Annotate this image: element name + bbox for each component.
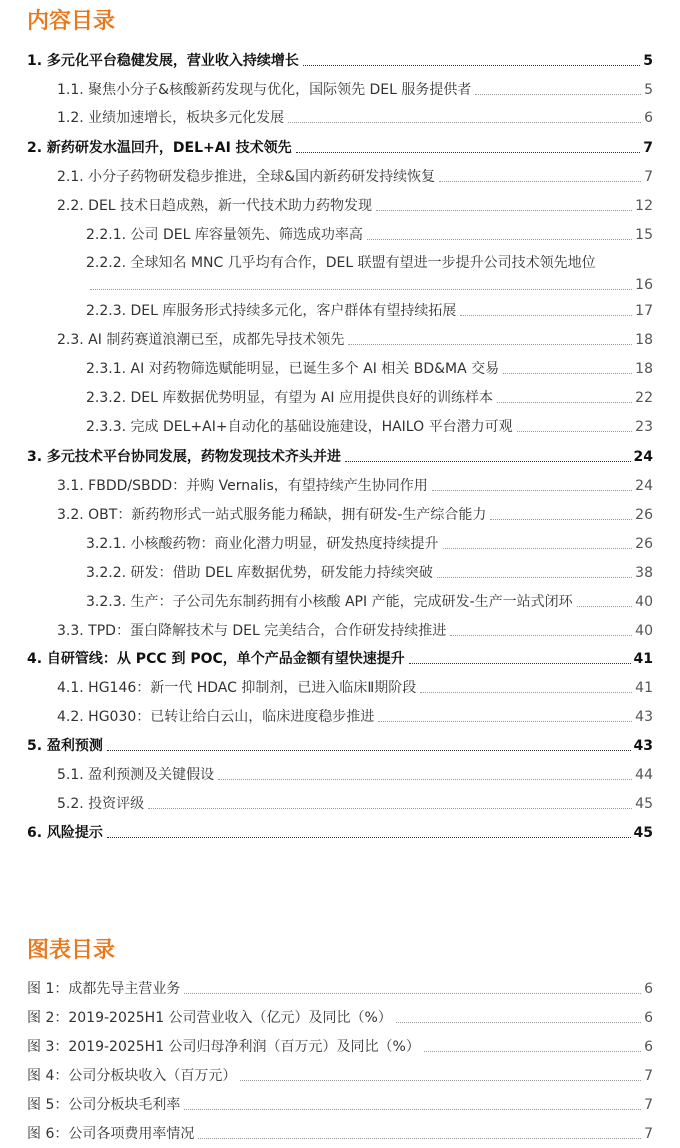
figure-entry[interactable]: [0, 1009, 680, 1027]
toc-entry-page: 22: [635, 390, 653, 406]
toc-entry[interactable]: [0, 622, 680, 640]
toc-entry[interactable]: [0, 506, 680, 524]
figures-title: 图表目录: [27, 938, 116, 963]
dot-leader: [409, 663, 631, 664]
toc-entry-page: 44: [635, 767, 653, 783]
toc-entry-label: 1. 多元化平台稳健发展，营业收入持续增长: [27, 53, 299, 69]
toc-entry[interactable]: [0, 737, 680, 755]
toc-entry-page: 6: [644, 110, 653, 126]
dot-leader: [367, 239, 632, 240]
toc-entry[interactable]: [0, 535, 680, 553]
toc-entry-label: 5.2. 投资评级: [57, 796, 145, 812]
toc-entry-page: 41: [633, 651, 653, 667]
toc-entry-page: 24: [635, 478, 653, 494]
dot-leader: [475, 94, 641, 95]
toc-entry-page: 7: [644, 169, 653, 185]
dot-leader: [218, 779, 632, 780]
toc-entry-page: 5: [644, 82, 653, 98]
dot-leader: [90, 289, 632, 290]
toc-entry-page: 41: [635, 680, 653, 696]
dot-leader: [517, 431, 633, 432]
toc-entry-page: 45: [633, 825, 653, 841]
figure-entry-label: 图 1：成都先导主营业务: [27, 981, 181, 997]
toc-entry-label: 4. 自研管线：从 PCC 到 POC，单个产品金额有望快速提升: [27, 651, 405, 667]
figure-entry-page: 6: [644, 1039, 653, 1055]
toc-entry[interactable]: [0, 226, 680, 244]
toc-entry-label: 3.2. OBT：新药物形式一站式服务能力稀缺，拥有研发-生产综合能力: [57, 507, 487, 523]
toc-entry-page: 17: [635, 303, 653, 319]
toc-entry-page: 18: [635, 332, 653, 348]
figure-entry-page: 6: [644, 981, 653, 997]
figure-entry[interactable]: [0, 1125, 680, 1143]
toc-entry-label: 6. 风险提示: [27, 825, 103, 841]
toc-entry-label: 2.2.3. DEL 库服务形式持续多元化，客户群体有望持续拓展: [86, 303, 457, 319]
figure-entry-page: 6: [644, 1010, 653, 1026]
dot-leader: [376, 210, 632, 211]
toc-entry-page: 23: [635, 419, 653, 435]
dot-leader: [148, 808, 632, 809]
toc-entry-page: 26: [635, 536, 653, 552]
dot-leader: [296, 152, 641, 153]
dot-leader: [490, 519, 632, 520]
toc-entry[interactable]: [0, 679, 680, 697]
toc-entry-label: 1.1. 聚焦小分子&核酸新药发现与优化，国际领先 DEL 服务提供者: [57, 82, 472, 98]
toc-entry-label: 2.1. 小分子药物研发稳步推进，全球&国内新药研发持续恢复: [57, 169, 436, 185]
toc-entry[interactable]: [0, 795, 680, 813]
dot-leader: [439, 181, 641, 182]
toc-entry-label: 5.1. 盈利预测及关键假设: [57, 767, 215, 783]
figure-entry[interactable]: [0, 1067, 680, 1085]
toc-entry-page: 43: [633, 738, 653, 754]
toc-entry[interactable]: [0, 708, 680, 726]
toc-entry[interactable]: [0, 564, 680, 582]
dot-leader: [198, 1138, 641, 1139]
toc-entry-page: 12: [635, 198, 653, 214]
dot-leader: [497, 402, 632, 403]
toc-entry[interactable]: [0, 360, 680, 378]
figure-entry-page: 7: [644, 1097, 653, 1113]
dot-leader: [107, 837, 631, 838]
dot-leader: [288, 122, 641, 123]
toc-entry-label: 4.1. HG146：新一代 HDAC 抑制剂，已进入临床Ⅱ期阶段: [57, 680, 417, 696]
toc-entry-label: 2. 新药研发水温回升，DEL+AI 技术领先: [27, 140, 292, 156]
dot-leader: [460, 315, 632, 316]
figure-entry-page: 7: [644, 1068, 653, 1084]
dot-leader: [443, 548, 633, 549]
toc-entry[interactable]: [0, 448, 680, 466]
toc-entry-label: 2.2.1. 公司 DEL 库容量领先、筛选成功率高: [86, 227, 363, 243]
toc-entry-page: 16: [635, 277, 653, 293]
toc-entry-label: 3.2.2. 研发：借助 DEL 库数据优势，研发能力持续突破: [86, 565, 433, 581]
toc-entry-page: 38: [635, 565, 653, 581]
toc-entry-page: 43: [635, 709, 653, 725]
toc-entry-label: 3.2.3. 生产：子公司先东制药拥有小核酸 API 产能，完成研发-生产一站式闭环: [86, 594, 573, 610]
toc-entry[interactable]: [0, 81, 680, 99]
dot-leader: [420, 692, 632, 693]
figure-entry-label: 图 2：2019-2025H1 公司营业收入（亿元）及同比（%）: [27, 1010, 392, 1026]
toc-entry-page: 7: [643, 140, 653, 156]
dot-leader: [424, 1051, 641, 1052]
toc-entry-page: 26: [635, 507, 653, 523]
toc-entry[interactable]: [0, 389, 680, 407]
dot-leader: [303, 65, 640, 66]
dot-leader: [577, 606, 633, 607]
figure-entry-label: 图 6：公司各项费用率情况: [27, 1126, 195, 1142]
toc-entry[interactable]: [0, 593, 680, 611]
dot-leader: [107, 750, 631, 751]
figure-entry[interactable]: [0, 1096, 680, 1114]
dot-leader: [437, 577, 632, 578]
toc-entry-label: 3.3. TPD：蛋白降解技术与 DEL 完美结合，合作研发持续推进: [57, 623, 447, 639]
toc-entry[interactable]: [0, 331, 680, 349]
dot-leader: [345, 461, 631, 462]
dot-leader: [396, 1022, 641, 1023]
toc-entry[interactable]: [0, 477, 680, 495]
toc-entry-label: 3. 多元技术平台协同发展，药物发现技术齐头并进: [27, 449, 341, 465]
toc-entry[interactable]: [0, 254, 680, 294]
toc-entry[interactable]: [0, 197, 680, 215]
toc-entry-label: 2.3.2. DEL 库数据优势明显，有望为 AI 应用提供良好的训练样本: [86, 390, 494, 406]
toc-entry-label: 3.2.1. 小核酸药物：商业化潜力明显，研发热度持续提升: [86, 536, 439, 552]
dot-leader: [378, 721, 632, 722]
toc-entry-page: 45: [635, 796, 653, 812]
toc-entry-page: 24: [633, 449, 653, 465]
toc-entry-label: 5. 盈利预测: [27, 738, 103, 754]
figure-entry-label: 图 3：2019-2025H1 公司归母净利润（百万元）及同比（%）: [27, 1039, 420, 1055]
toc-entry[interactable]: [0, 168, 680, 186]
figure-entry[interactable]: [0, 1038, 680, 1056]
dot-leader: [348, 344, 632, 345]
toc-entry-page: 15: [635, 227, 653, 243]
toc-entry[interactable]: [0, 650, 680, 668]
toc-entry-label: 3.1. FBDD/SBDD：并购 Vernalis，有望持续产生协同作用: [57, 478, 428, 494]
toc-entry-page: 18: [635, 361, 653, 377]
dot-leader: [184, 993, 641, 994]
toc-entry[interactable]: [0, 52, 680, 70]
toc-entry-label: 4.2. HG030：已转让给白云山，临床进度稳步推进: [57, 709, 375, 725]
dot-leader: [184, 1109, 641, 1110]
toc-entry[interactable]: [0, 302, 680, 320]
toc-entry[interactable]: [0, 766, 680, 784]
figure-entry-label: 图 5：公司分板块毛利率: [27, 1097, 181, 1113]
toc-entry-label: 2.3. AI 制药赛道浪潮已至，成都先导技术领先: [57, 332, 345, 348]
toc-entry-page: 5: [643, 53, 653, 69]
toc-entry[interactable]: [0, 139, 680, 157]
figure-entry[interactable]: [0, 980, 680, 998]
toc-entry-label: 2.2.2. 全球知名 MNC 几乎均有合作，DEL 联盟有望进一步提升公司技术领先地位: [86, 255, 596, 271]
figure-entry-label: 图 4：公司分板块收入（百万元）: [27, 1068, 237, 1084]
toc-entry-page: 40: [635, 594, 653, 610]
toc-title: 内容目录: [27, 9, 116, 34]
toc-entry-label: 2.3.1. AI 对药物筛选赋能明显，已诞生多个 AI 相关 BD&MA 交易: [86, 361, 500, 377]
toc-entry-label: 1.2. 业绩加速增长，板块多元化发展: [57, 110, 285, 126]
toc-entry-label: 2.3.3. 完成 DEL+AI+自动化的基础设施建设，HAILO 平台潜力可观: [86, 419, 513, 435]
dot-leader: [503, 373, 632, 374]
dot-leader: [240, 1080, 641, 1081]
dot-leader: [450, 635, 632, 636]
dot-leader: [432, 490, 632, 491]
toc-entry-page: 40: [635, 623, 653, 639]
toc-entry-label: 2.2. DEL 技术日趋成熟，新一代技术助力药物发现: [57, 198, 373, 214]
toc-entry[interactable]: [0, 418, 680, 436]
toc-entry[interactable]: [0, 824, 680, 842]
figure-entry-page: 7: [644, 1126, 653, 1142]
toc-entry[interactable]: [0, 109, 680, 127]
